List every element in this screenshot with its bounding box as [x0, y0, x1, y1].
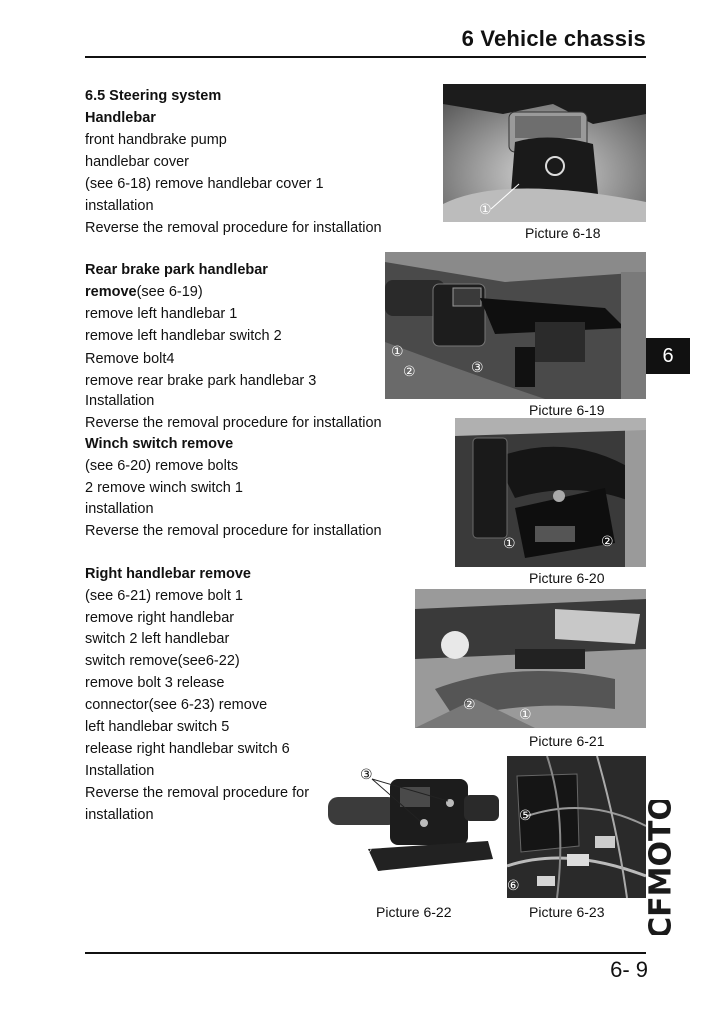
callout-label: ③	[471, 360, 484, 376]
figure-caption: Picture 6-19	[529, 402, 605, 418]
figure-caption: Picture 6-18	[525, 225, 601, 241]
brand-logo	[640, 800, 684, 935]
text-line: remove left handlebar 1	[85, 306, 238, 322]
text-line: remove bolt 3 release	[85, 675, 225, 691]
text-line: Reverse the removal procedure for installation	[85, 523, 382, 539]
page-title: 6 Vehicle chassis	[461, 26, 646, 51]
text-line: Installation	[85, 393, 155, 409]
text-line: Installation	[85, 763, 155, 779]
text-line: front handbrake pump	[85, 132, 227, 148]
callout-label: ①	[360, 841, 373, 857]
heading-bold-part: remove	[85, 284, 137, 300]
text-line: release right handlebar switch 6	[85, 741, 290, 757]
callout-label: ⑤	[519, 808, 532, 824]
subsection-heading-line2	[85, 284, 203, 300]
text-line: remove rear brake park handlebar 3	[85, 373, 317, 389]
text-line: Reverse the removal procedure for installation	[85, 220, 382, 236]
text-line: switch 2 left handlebar	[85, 631, 230, 647]
text-line: Remove bolt4	[85, 351, 175, 367]
callout-label: ②	[601, 534, 614, 550]
figure-caption: Picture 6-21	[529, 733, 605, 749]
subsection-heading: Handlebar	[85, 110, 156, 126]
photo-handlebar-cover	[443, 84, 646, 222]
text-line: (see 6-18) remove handlebar cover 1	[85, 176, 324, 192]
heading-ref-part: (see 6-19)	[136, 284, 203, 300]
chapter-tab: 6	[646, 338, 690, 374]
text-line: Reverse the removal procedure for	[85, 785, 310, 801]
photo-left-handlebar-switch	[385, 252, 646, 399]
page-number: 6- 9	[610, 957, 648, 982]
figure-caption: Picture 6-20	[529, 570, 605, 586]
text-line: (see 6-21) remove bolt 1	[85, 588, 243, 604]
text-line: remove left handlebar switch 2	[85, 328, 282, 344]
subsection-heading: Winch switch remove	[85, 436, 234, 452]
text-line: connector(see 6-23) remove	[85, 697, 268, 713]
text-line: left handlebar switch 5	[85, 719, 230, 735]
text-line: installation	[85, 501, 154, 517]
figure-caption: Picture 6-23	[529, 904, 605, 920]
photo-right-handlebar	[415, 589, 646, 728]
text-line: (see 6-20) remove bolts	[85, 458, 239, 474]
photo-winch-switch	[455, 418, 646, 567]
text-line: Reverse the removal procedure for installation	[85, 415, 382, 431]
text-line: installation	[85, 198, 154, 214]
subsection-heading: Rear brake park handlebar	[85, 262, 268, 278]
callout-label: ②	[403, 364, 416, 380]
text-line: 2 remove winch switch 1	[85, 480, 243, 496]
photo-handlebar-switch-bolts	[328, 767, 499, 877]
footer-divider	[85, 952, 646, 954]
photo-connectors	[507, 756, 646, 898]
callout-label: ⑥	[507, 878, 520, 894]
callout-label: ②	[463, 697, 476, 713]
header-divider	[85, 56, 646, 58]
text-line: handlebar cover	[85, 154, 189, 170]
callout-label: ③	[360, 767, 373, 783]
callout-label: ①	[519, 707, 532, 723]
callout-label: ①	[391, 344, 404, 360]
text-line: installation	[85, 807, 154, 823]
text-line: remove right handlebar	[85, 610, 235, 626]
callout-label: ①	[503, 536, 516, 552]
brand-logo-text: CFMOTO	[643, 800, 679, 935]
text-line: switch remove(see6-22)	[85, 653, 240, 669]
subsection-heading: Right handlebar remove	[85, 566, 251, 582]
callout-label: ①	[479, 202, 492, 218]
figure-caption: Picture 6-22	[376, 904, 452, 920]
section-heading: 6.5 Steering system	[85, 88, 222, 104]
